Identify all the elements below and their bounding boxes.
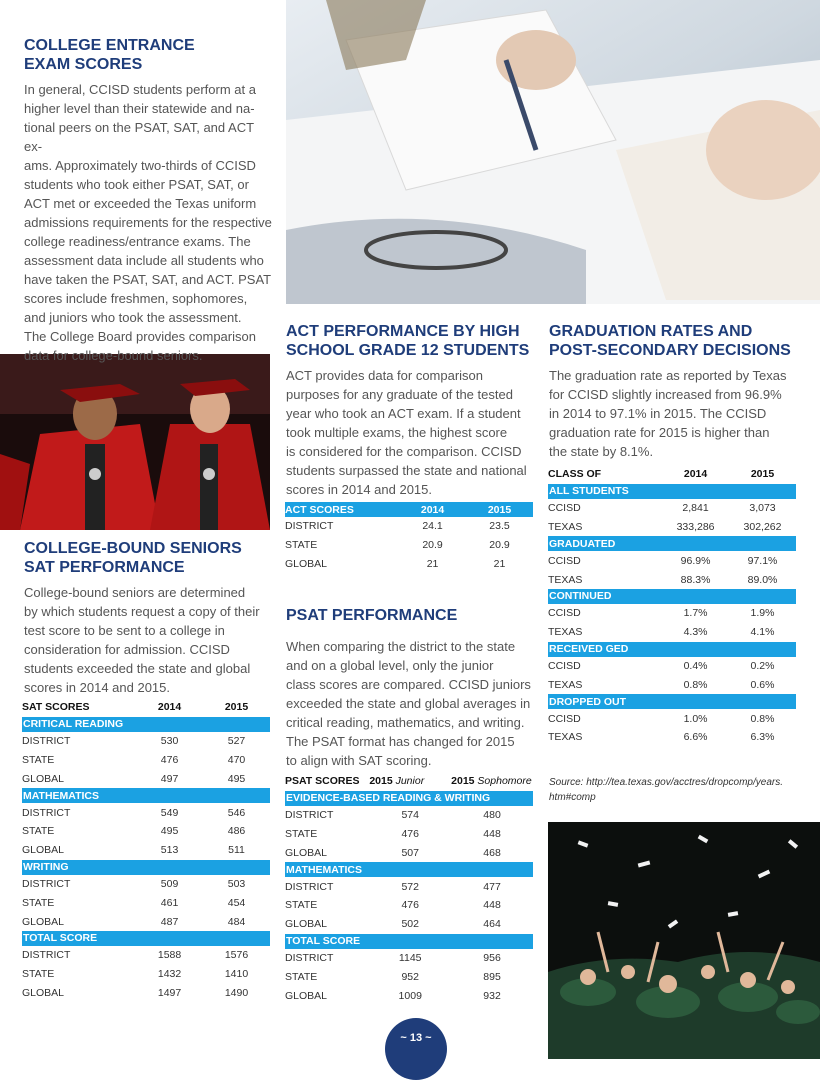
body-line: students surpassed the state and national (286, 463, 527, 478)
category-label: RECEIVED GED (548, 642, 796, 657)
table-cell: 470 (227, 753, 246, 766)
table-cell: STATE (22, 753, 55, 766)
table-cell: 21 (493, 557, 506, 570)
body-line: in 2014 to 97.1% in 2015. The CCISD (549, 406, 767, 421)
table-row (548, 657, 796, 676)
table-cell: 1.9% (750, 607, 775, 620)
header-cell: CLASS OF (548, 468, 602, 481)
category-bar (548, 589, 796, 604)
table-row (548, 604, 796, 623)
table-row (548, 499, 796, 518)
grade-label: Sophomore (477, 775, 532, 788)
table-cell: 1490 (224, 986, 249, 999)
table-cell: 1432 (157, 968, 182, 981)
table-cell: TEXAS (548, 573, 583, 586)
table-cell: DISTRICT (285, 880, 334, 893)
body-line: purposes for any graduate of the tested (286, 387, 513, 402)
table-cell: 464 (483, 918, 501, 931)
grade-label: Junior (395, 775, 425, 788)
table-cell: CCISD (548, 659, 581, 672)
body-line: have taken the PSAT, SAT, and ACT. PSAT (24, 272, 272, 287)
category-label: DROPPED OUT (548, 694, 796, 709)
table-cell: 0.4% (683, 659, 708, 672)
table-cell: 546 (227, 806, 246, 819)
body-line: ACT met or exceeded the Texas uniform (24, 196, 257, 211)
category-bar (548, 642, 796, 657)
table-cell: 89.0% (747, 573, 778, 586)
table-row (285, 915, 533, 934)
table-cell: 527 (227, 735, 246, 748)
table-row (548, 518, 796, 537)
college-entrance-title (24, 36, 274, 74)
table-cell: 503 (227, 877, 246, 890)
graduation-body (549, 366, 811, 461)
table-cell: CCISD (548, 607, 581, 620)
page-number-badge (385, 1018, 447, 1080)
table-cell: 476 (401, 827, 419, 840)
body-line: year who took an ACT exam. If a student (286, 406, 521, 421)
table-cell: STATE (285, 970, 318, 983)
table-cell: 495 (227, 772, 246, 785)
year-label: 2015 (369, 775, 393, 788)
table-row (548, 551, 796, 570)
table-cell: 6.6% (683, 731, 708, 744)
table-row (285, 896, 533, 915)
table-cell: STATE (22, 896, 55, 909)
table-cell: 530 (160, 735, 179, 748)
table-row (22, 751, 270, 770)
body-line: The graduation rate as reported by Texas (549, 368, 787, 383)
table-cell: 952 (401, 970, 419, 983)
table-header-row (22, 698, 270, 717)
table-cell: 21 (426, 557, 439, 570)
category-label: ALL STUDENTS (548, 484, 796, 499)
table-cell: GLOBAL (22, 915, 65, 928)
table-cell: 333,286 (676, 520, 715, 533)
act-title (286, 322, 536, 360)
table-cell: 0.8% (750, 712, 775, 725)
body-line: When comparing the district to the state (286, 639, 516, 654)
category-bar (22, 860, 270, 875)
category-label: GRADUATED (548, 536, 796, 551)
category-label: TOTAL SCORE (22, 931, 270, 946)
college-entrance-section (24, 36, 274, 365)
body-line: is considered for the comparison. CCISD (286, 444, 522, 459)
category-bar (22, 931, 270, 946)
body-line: scores in 2014 and 2015. (24, 680, 170, 695)
table-cell: 97.1% (747, 554, 778, 567)
table-cell: GLOBAL (285, 989, 328, 1002)
table-cell: GLOBAL (22, 844, 65, 857)
table-cell: STATE (22, 968, 55, 981)
table-cell: DISTRICT (285, 809, 334, 822)
category-bar (548, 694, 796, 709)
body-line: exceeded the state and global averages in (286, 696, 531, 711)
body-line: ams. Approximately two-thirds of CCISD (24, 158, 256, 173)
body-line: tional peers on the PSAT, SAT, and ACT ex- (24, 120, 254, 154)
table-row (22, 965, 270, 984)
header-cell: SAT SCORES (22, 701, 90, 714)
table-cell: DISTRICT (285, 951, 334, 964)
category-label: CRITICAL READING (22, 717, 270, 732)
body-line: The College Board provides comparison (24, 329, 256, 344)
table-row (285, 986, 533, 1005)
table-row (22, 803, 270, 822)
source-line: Source: http://tea.texas.gov/acctres/dropcomp/years. (549, 777, 784, 788)
psat-body (286, 637, 536, 770)
body-line: for CCISD slightly increased from 96.9% (549, 387, 782, 402)
act-body (286, 366, 536, 499)
table-cell: CCISD (548, 712, 581, 725)
table-cell: 507 (401, 846, 419, 859)
table-cell: 20.9 (422, 539, 443, 552)
table-cell: 24.1 (422, 520, 443, 533)
table-cell: STATE (285, 899, 318, 912)
title-line: COLLEGE ENTRANCE (24, 37, 195, 54)
table-cell: 956 (483, 951, 501, 964)
table-cell: GLOBAL (22, 772, 65, 785)
graduates-cap-toss-photo (548, 822, 820, 1059)
body-line: higher level than their statewide and na- (24, 101, 255, 116)
category-bar (548, 484, 796, 499)
table-cell: CCISD (548, 554, 581, 567)
body-line: and juniors who took the assessment. (24, 310, 242, 325)
table-cell: 509 (160, 877, 179, 890)
table-cell: DISTRICT (22, 806, 71, 819)
body-line: college readiness/entrance exams. The (24, 234, 251, 249)
year-label: 2015 (451, 775, 475, 788)
title-line: EXAM SCORES (24, 56, 143, 73)
table-cell: STATE (22, 825, 55, 838)
table-cell: 0.2% (750, 659, 775, 672)
body-line: critical reading, mathematics, and writing. (286, 715, 525, 730)
body-line: took multiple exams, the highest score (286, 425, 508, 440)
table-cell: GLOBAL (285, 557, 328, 570)
table-row (285, 536, 533, 555)
table-cell: 495 (160, 825, 179, 838)
table-row (22, 946, 270, 965)
act-scores-table (285, 502, 533, 573)
sat-body (24, 583, 274, 697)
body-line: assessment data include all students who (24, 253, 264, 268)
header-cell: 2015 (466, 502, 533, 517)
table-row (548, 623, 796, 642)
table-cell: DISTRICT (22, 877, 71, 890)
category-bar (22, 717, 270, 732)
sat-scores-table (22, 698, 270, 1002)
table-cell: 487 (160, 915, 179, 928)
table-header-row (548, 465, 796, 484)
category-label: WRITING (22, 860, 270, 875)
body-line: data for college-bound seniors. (24, 348, 203, 363)
header-cell: PSAT SCORES (285, 775, 360, 788)
table-cell: TEXAS (548, 626, 583, 639)
table-row (22, 912, 270, 931)
body-line: The PSAT format has changed for 2015 (286, 734, 515, 749)
table-cell: 468 (483, 846, 501, 859)
table-cell: 477 (483, 880, 501, 893)
category-bar (548, 536, 796, 551)
table-cell: 454 (227, 896, 246, 909)
table-row (285, 949, 533, 968)
table-row (22, 893, 270, 912)
table-cell: 932 (483, 989, 501, 1002)
body-line: test score to be sent to a college in (24, 623, 225, 638)
body-line: by which students request a copy of their (24, 604, 260, 619)
table-cell: 895 (483, 970, 501, 983)
table-row (285, 555, 533, 574)
category-label: MATHEMATICS (22, 788, 270, 803)
table-cell: GLOBAL (285, 846, 328, 859)
graduates-red-gowns-photo (0, 354, 270, 530)
table-cell: 549 (160, 806, 179, 819)
table-cell: DISTRICT (285, 520, 334, 533)
table-cell: STATE (285, 827, 318, 840)
psat-title: PSAT PERFORMANCE (286, 607, 458, 624)
table-cell: 1410 (224, 968, 249, 981)
title-line: GRADUATION RATES AND (549, 323, 753, 340)
table-cell: 476 (160, 753, 179, 766)
body-line: class scores are compared. CCISD juniors (286, 677, 531, 692)
table-cell: 6.3% (750, 731, 775, 744)
table-cell: 574 (401, 809, 419, 822)
category-label: EVIDENCE-BASED READING & WRITING (285, 791, 533, 806)
body-line: to align with SAT scoring. (286, 753, 432, 768)
sat-section (24, 539, 274, 697)
table-row (22, 841, 270, 860)
body-line: admissions requirements for the respective (24, 215, 272, 230)
table-cell: 1.7% (683, 607, 708, 620)
body-line: and on a global level, only the junior (286, 658, 494, 673)
table-cell: 1497 (157, 986, 182, 999)
table-cell: 2,841 (682, 502, 709, 515)
table-cell: 1588 (157, 949, 182, 962)
table-cell: 511 (228, 844, 245, 857)
table-row (548, 709, 796, 728)
psat-scores-table (285, 772, 533, 1005)
table-cell: 302,262 (743, 520, 782, 533)
table-cell: DISTRICT (22, 949, 71, 962)
table-row (548, 728, 796, 747)
table-cell: GLOBAL (22, 986, 65, 999)
table-row (22, 875, 270, 894)
table-cell: TEXAS (548, 520, 583, 533)
category-bar (285, 862, 533, 877)
body-line: graduation rate for 2015 is higher than (549, 425, 770, 440)
table-cell: 476 (401, 899, 419, 912)
body-line: scores include freshmen, sophomores, (24, 291, 248, 306)
table-cell: 1.0% (683, 712, 708, 725)
table-cell: 4.3% (683, 626, 708, 639)
table-cell: 497 (160, 772, 179, 785)
table-cell: 1009 (398, 989, 422, 1002)
table-cell: 88.3% (680, 573, 711, 586)
header-cell: 2014 (683, 468, 708, 481)
table-cell: 572 (401, 880, 419, 893)
table-row (22, 822, 270, 841)
header-cell: ACT SCORES (285, 502, 399, 517)
sat-title (24, 539, 274, 577)
body-line: students who took either PSAT, SAT, or (24, 177, 249, 192)
psat-section (286, 606, 536, 770)
table-cell: 480 (483, 809, 501, 822)
header-cell: 2015 (224, 701, 249, 714)
title-line: ACT PERFORMANCE BY HIGH (286, 323, 520, 340)
header-cell: 2014 (399, 502, 466, 517)
body-line: scores in 2014 and 2015. (286, 482, 432, 497)
category-label: CONTINUED (548, 589, 796, 604)
table-row (285, 806, 533, 825)
body-line: College-bound seniors are determined (24, 585, 246, 600)
category-bar (22, 788, 270, 803)
table-cell: 1576 (224, 949, 249, 962)
body-line: ACT provides data for comparison (286, 368, 484, 383)
act-section (286, 322, 536, 499)
table-cell: 4.1% (750, 626, 775, 639)
header-cell (369, 772, 451, 791)
page-number: ~ 13 ~ (400, 1032, 432, 1044)
table-cell: GLOBAL (285, 918, 328, 931)
table-row (285, 843, 533, 862)
table-cell: 502 (401, 918, 419, 931)
table-row (285, 517, 533, 536)
table-row (285, 877, 533, 896)
title-line: SCHOOL GRADE 12 STUDENTS (286, 342, 530, 359)
table-cell: CCISD (548, 502, 581, 515)
table-row (548, 570, 796, 589)
table-row (285, 825, 533, 844)
table-row (548, 675, 796, 694)
table-cell: 0.6% (750, 678, 775, 691)
body-line: consideration for admission. CCISD (24, 642, 230, 657)
table-cell: DISTRICT (22, 735, 71, 748)
category-label: TOTAL SCORE (285, 934, 533, 949)
category-bar (285, 791, 533, 806)
table-cell: 1145 (398, 951, 422, 964)
table-cell: TEXAS (548, 678, 583, 691)
table-row (285, 967, 533, 986)
body-line: the state by 8.1%. (549, 444, 654, 459)
graduation-title (549, 322, 811, 360)
table-cell: 3,073 (749, 502, 776, 515)
category-bar (285, 934, 533, 949)
table-cell: 486 (227, 825, 246, 838)
table-header-row (285, 772, 533, 791)
body-line: In general, CCISD students perform at a (24, 82, 256, 97)
table-row (22, 732, 270, 751)
table-cell: 448 (483, 899, 501, 912)
table-cell: 448 (483, 827, 501, 840)
table-cell: 484 (227, 915, 246, 928)
table-row (22, 984, 270, 1003)
body-line: students exceeded the state and global (24, 661, 251, 676)
table-cell: 20.9 (489, 539, 510, 552)
table-cell: 96.9% (680, 554, 711, 567)
table-cell: STATE (285, 539, 318, 552)
header-cell (451, 772, 533, 791)
table-cell: 0.8% (683, 678, 708, 691)
college-entrance-body (24, 80, 274, 365)
table-row (22, 769, 270, 788)
table-cell: TEXAS (548, 731, 583, 744)
table-cell: 23.5 (489, 520, 510, 533)
graduation-table (548, 465, 796, 747)
title-line: SAT PERFORMANCE (24, 559, 185, 576)
source-note (549, 775, 799, 805)
graduation-section (549, 322, 811, 461)
source-line: htm#comp (549, 792, 596, 803)
header-cell: 2014 (157, 701, 182, 714)
header-cell: 2015 (750, 468, 775, 481)
table-header-bar (285, 502, 533, 517)
category-label: MATHEMATICS (285, 862, 533, 877)
table-cell: 461 (160, 896, 179, 909)
title-line: POST-SECONDARY DECISIONS (549, 342, 791, 359)
exam-writing-photo (286, 0, 820, 304)
title-line: COLLEGE-BOUND SENIORS (24, 540, 242, 557)
table-cell: 513 (160, 844, 179, 857)
